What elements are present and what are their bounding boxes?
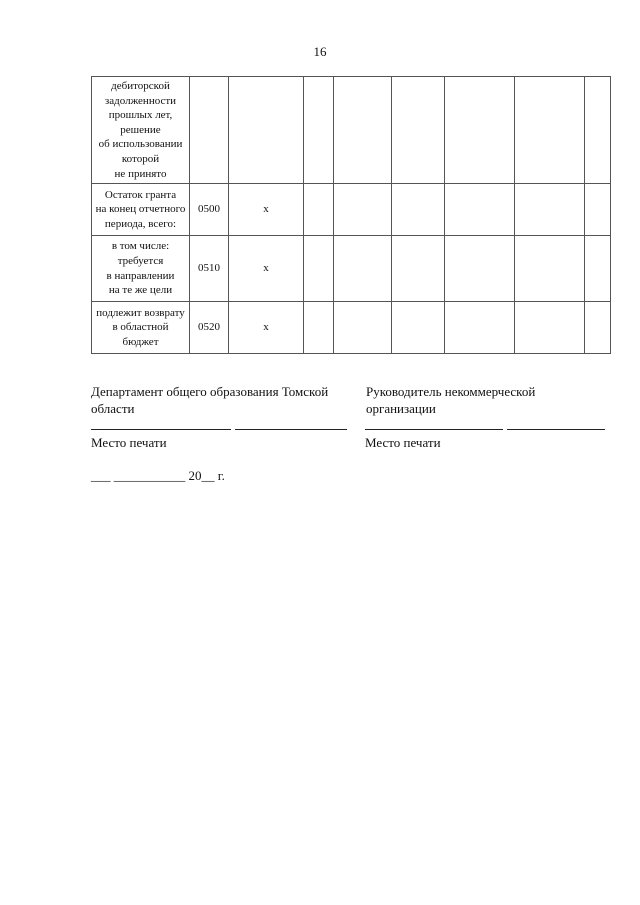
row-cell: x [229,302,304,354]
right-stamp-label: Место печати [365,435,441,450]
row-cell [304,302,334,354]
name-line [507,429,605,430]
row-code: 0500 [190,184,229,236]
table-row [92,184,611,236]
row-cell [392,236,445,302]
row-cell [585,77,611,184]
signature-line [91,429,231,430]
table-row [92,236,611,302]
row-cell [334,77,392,184]
row-cell [334,236,392,302]
date-field: ___ ___________ 20__ г. [91,468,225,483]
report-table [91,76,611,354]
row-cell [392,302,445,354]
row-cell [334,302,392,354]
row-cell [334,184,392,236]
row-cell [515,236,585,302]
row-code [190,77,229,184]
left-stamp-label: Место печати [91,435,167,450]
row-code: 0520 [190,302,229,354]
row-cell [585,184,611,236]
row-label: дебиторской задолженности прошлых лет, решение об использовании которой не принято [92,77,190,184]
row-cell [445,236,515,302]
row-cell: x [229,184,304,236]
row-cell [229,77,304,184]
row-label: в том числе: требуется в направлении на те же цели [92,236,190,302]
signature-line [365,429,503,430]
row-cell: x [229,236,304,302]
left-signatory-org: Департамент общего образования Томской области [91,384,329,416]
row-code: 0510 [190,236,229,302]
row-cell [304,236,334,302]
row-cell [445,77,515,184]
table-row [92,302,611,354]
right-signatory-org: Руководитель некоммерческой организации [366,384,536,416]
table-row [92,77,611,184]
row-cell [445,302,515,354]
page-number: 16 [313,44,327,59]
row-cell [585,236,611,302]
row-label: подлежит возврату в областной бюджет [92,302,190,354]
row-cell [515,77,585,184]
row-cell [515,302,585,354]
name-line [235,429,347,430]
row-cell [304,77,334,184]
row-label: Остаток гранта на конец отчетного периода, всего: [92,184,190,236]
row-cell [585,302,611,354]
row-cell [392,184,445,236]
row-cell [515,184,585,236]
row-cell [445,184,515,236]
row-cell [392,77,445,184]
row-cell [304,184,334,236]
